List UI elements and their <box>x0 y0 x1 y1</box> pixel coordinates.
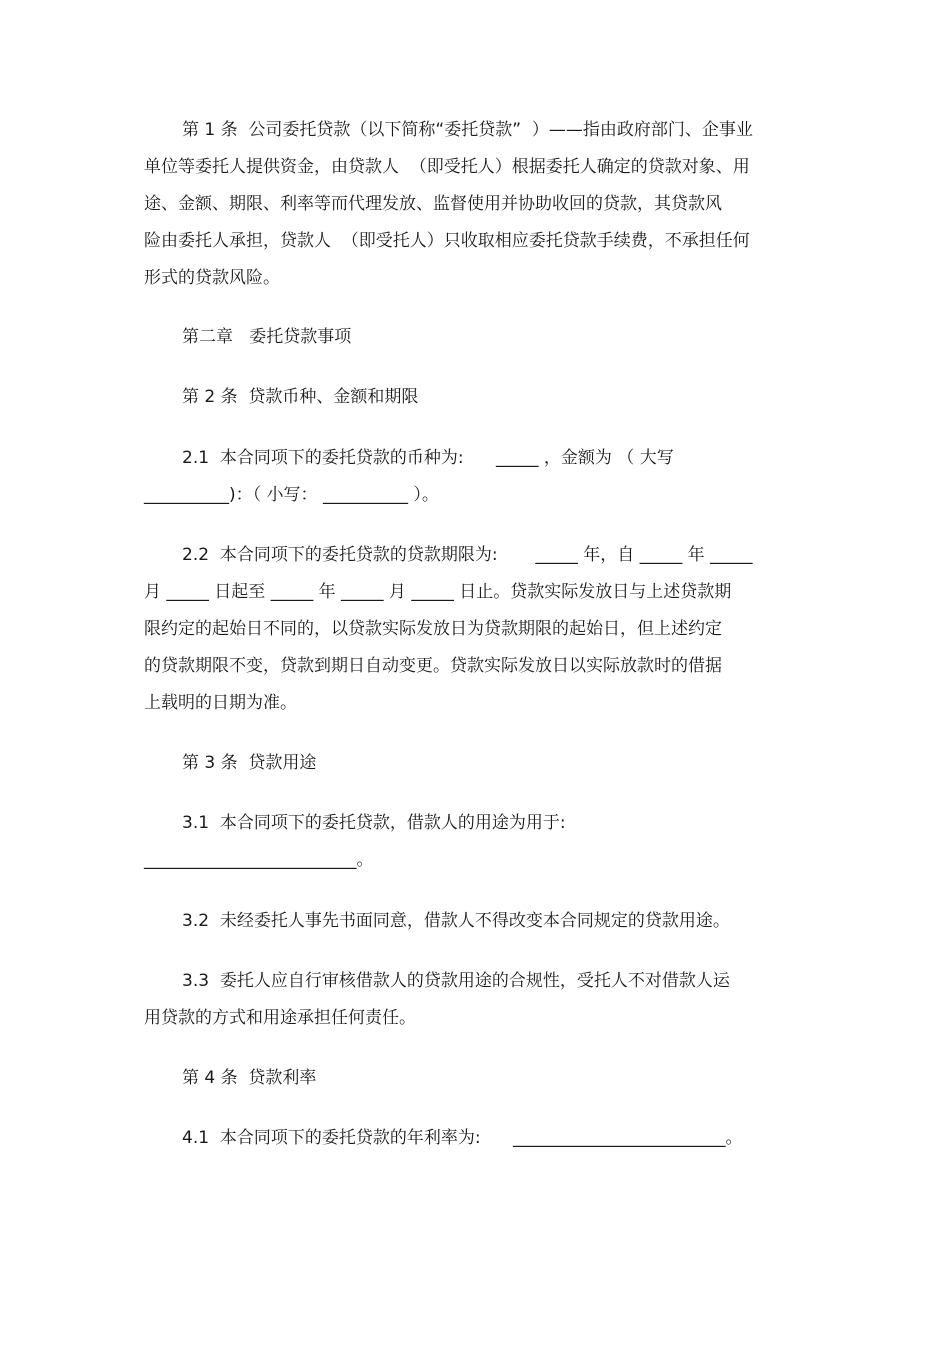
clause-2-2-line-5: 上载明的日期为准。 <box>144 693 297 713</box>
clause-2-1-line-1: 2.1 本合同项下的委托贷款的币种为: _____ ，金额为 （ 大写 <box>182 448 674 468</box>
clause-2-2-line-4: 的贷款期限不变，贷款到期日自动变更。贷款实际发放日以实际放款时的借据 <box>144 656 722 676</box>
clause-3-1-line-1: 3.1 本合同项下的委托贷款，借款人的用途为用于: <box>182 813 566 833</box>
article-1-line-3: 途、金额、期限、利率等而代理发放、监督使用并协助收回的贷款，其贷款风 <box>144 194 722 214</box>
article-1-line-2: 单位等委托人提供资金，由贷款人 （即受托人）根据委托人确定的贷款对象、用 <box>144 157 750 177</box>
article-2-heading: 第 2 条 贷款币种、金额和期限 <box>182 387 419 407</box>
clause-3-1-line-2: _________________________。 <box>144 850 374 870</box>
clause-3-3-line-2: 用贷款的方式和用途承担任何责任。 <box>144 1008 416 1028</box>
article-3-heading: 第 3 条 贷款用途 <box>182 753 317 773</box>
clause-2-1-line-2: __________)：（ 小写： __________ ）。 <box>144 485 439 505</box>
clause-3-3-line-1: 3.3 委托人应自行审核借款人的贷款用途的合规性，受托人不对借款人运 <box>182 971 730 991</box>
article-4-heading: 第 4 条 贷款利率 <box>182 1068 317 1088</box>
clause-2-2-line-2: 月 _____ 日起至 _____ 年 _____ 月 _____ 日止。贷款实际发放日与上述贷款期 <box>144 582 732 602</box>
clause-3-2-line-1: 3.2 未经委托人事先书面同意，借款人不得改变本合同规定的贷款用途。 <box>182 911 730 931</box>
article-1-line-5: 形式的贷款风险。 <box>144 268 280 288</box>
clause-2-2-line-1: 2.2 本合同项下的委托贷款的贷款期限为: _____ 年，自 _____ 年 _____ <box>182 545 753 565</box>
clause-2-2-line-3: 限约定的起始日不同的，以贷款实际发放日为贷款期限的起始日，但上述约定 <box>144 619 722 639</box>
chapter-2-heading: 第二章 委托贷款事项 <box>182 327 352 347</box>
article-1-line-4: 险由委托人承担，贷款人 （即受托人）只收取相应委托贷款手续费，不承担任何 <box>144 231 750 251</box>
article-1-line-1: 第 1 条 公司委托贷款（以下简称“委托贷款” ）——指由政府部门、企事业 <box>182 120 753 140</box>
clause-4-1-line-1: 4.1 本合同项下的委托贷款的年利率为: _________________________。 <box>182 1128 743 1148</box>
